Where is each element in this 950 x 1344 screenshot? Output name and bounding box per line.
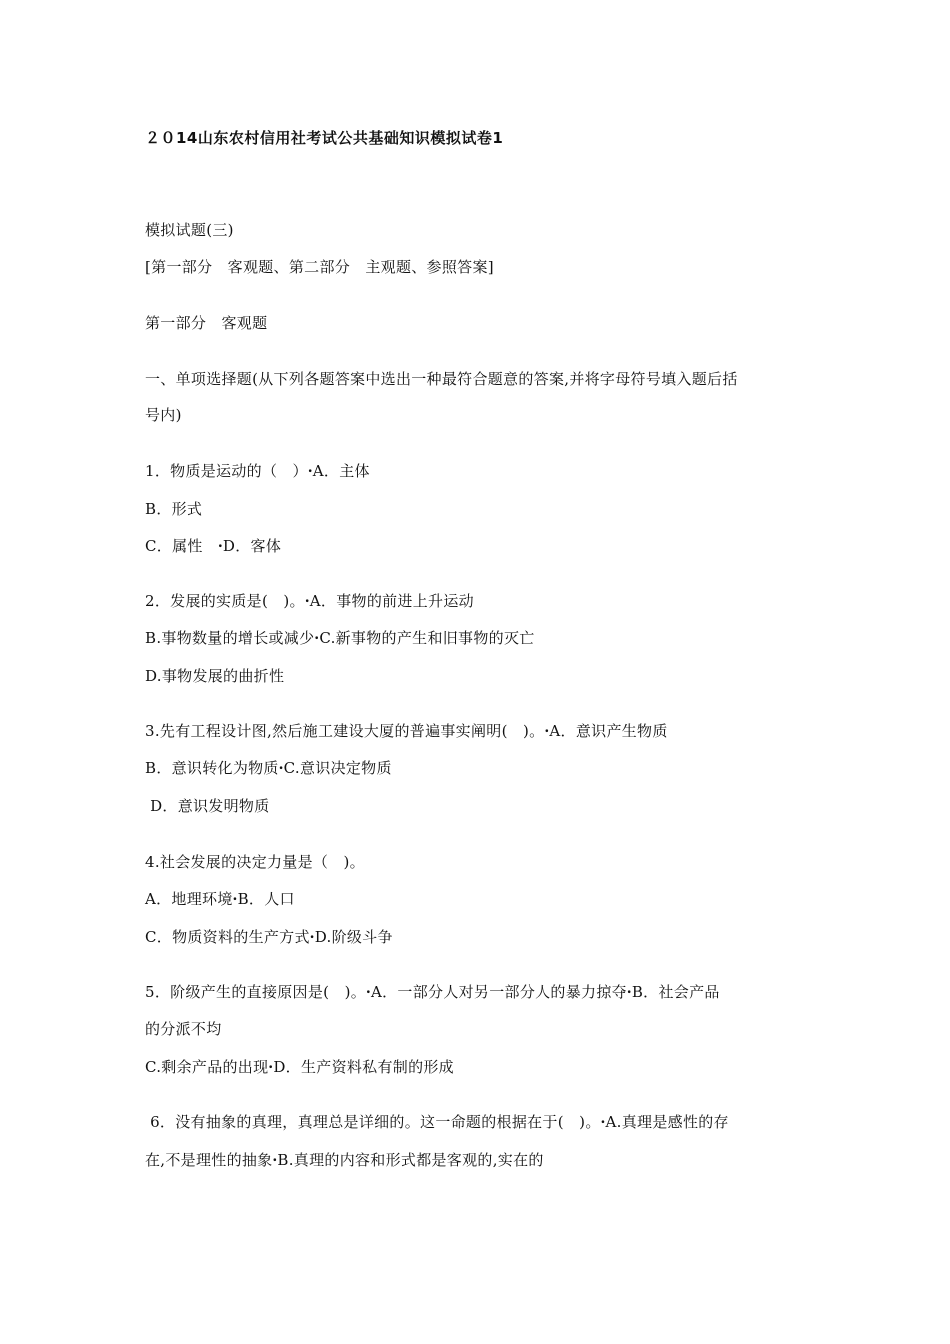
- contents-note: [第一部分 客观题、第二部分 主观题、参照答案]: [145, 258, 494, 276]
- question-line: 2．发展的实质是( )。ꞏA．事物的前进上升运动: [145, 592, 474, 610]
- question-line: C．属性 ꞏD．客体: [145, 537, 282, 555]
- question-line: 在,不是理性的抽象ꞏB.真理的内容和形式都是客观的,实在的: [145, 1151, 544, 1169]
- question-line: 的分派不均: [145, 1020, 222, 1038]
- question-line: C.剩余产品的出现ꞏD．生产资料私有制的形成: [145, 1058, 454, 1076]
- question-line: B.事物数量的增长或减少ꞏC.新事物的产生和旧事物的灭亡: [145, 629, 535, 647]
- part-one-heading: 第一部分 客观题: [145, 314, 268, 332]
- question-line: 1．物质是运动的（ ）ꞏA．主体: [145, 462, 370, 480]
- question-line: A．地理环境ꞏB．人口: [145, 890, 295, 908]
- question-line: 3.先有工程设计图,然后施工建设大厦的普遍事实阐明( )。ꞏA．意识产生物质: [145, 722, 668, 740]
- instructions-line: 号内): [145, 406, 182, 424]
- document-title: ２０14山东农村信用社考试公共基础知识模拟试卷1: [145, 129, 504, 147]
- question-line: B．意识转化为物质ꞏC.意识决定物质: [145, 759, 392, 777]
- instructions-line: 一、单项选择题(从下列各题答案中选出一种最符合题意的答案,并将字母符号填入题后括: [145, 370, 738, 388]
- question-line: C．物质资料的生产方式ꞏD.阶级斗争: [145, 928, 393, 946]
- question-line: D．意识发明物质: [145, 797, 270, 815]
- question-line: 6．没有抽象的真理，真理总是详细的。这一命题的根据在于( )。ꞏA.真理是感性的存: [145, 1113, 729, 1131]
- question-line: D.事物发展的曲折性: [145, 667, 285, 685]
- section-heading: 模拟试题(三): [145, 221, 234, 239]
- question-line: B．形式: [145, 500, 203, 518]
- question-line: 4.社会发展的决定力量是（ )。: [145, 853, 365, 871]
- question-line: 5．阶级产生的直接原因是( )。ꞏA．一部分人对另一部分人的暴力掠夺ꞏB．社会产品: [145, 983, 720, 1001]
